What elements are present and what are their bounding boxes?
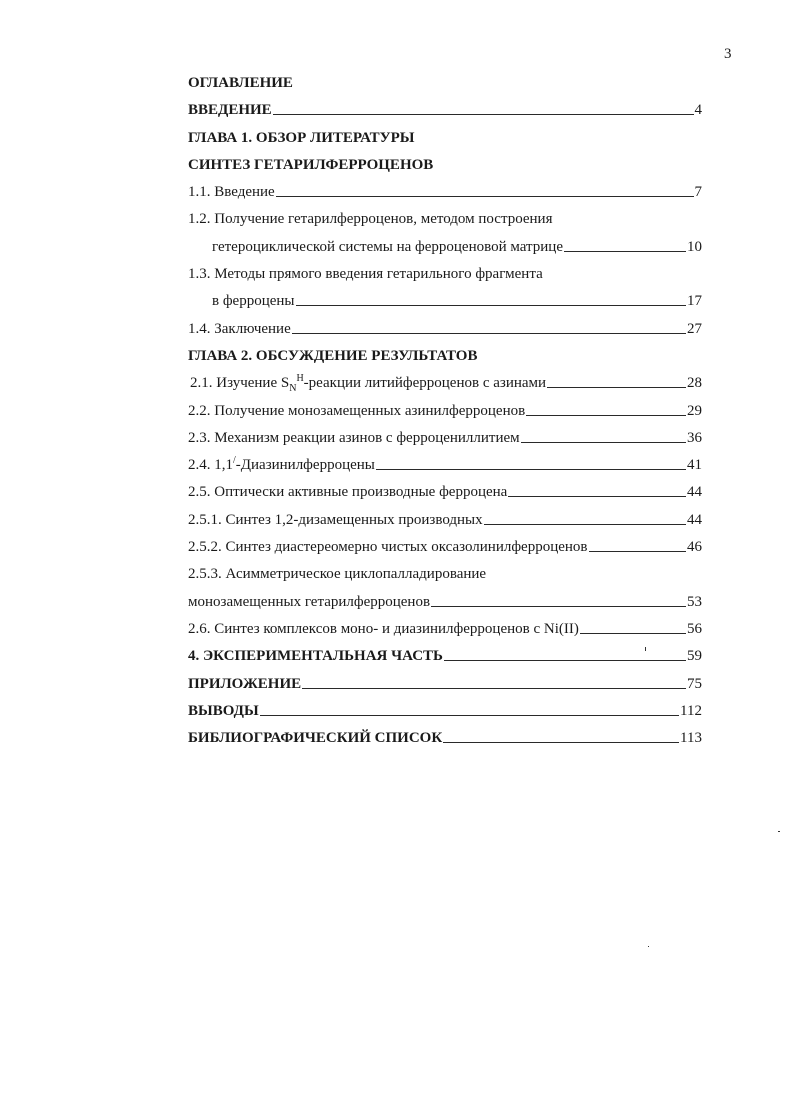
entry-page: 10 (687, 238, 702, 255)
entry-text: 2.5.1. Синтез 1,2-дизамещенных производных (188, 511, 483, 528)
entry-text: 2.5.2. Синтез диастереомерно чистых оксазолинилферроценов (188, 539, 588, 556)
entry-page: 46 (687, 539, 702, 556)
dot-leader (292, 316, 686, 334)
chapter-1-title: ГЛАВА 1. ОБЗОР ЛИТЕРАТУРЫ (188, 129, 415, 146)
entry-text: 2.6. Синтез комплексов моно- и диазинилферроценов с Ni(II) (188, 620, 579, 637)
dot-leader (547, 370, 686, 388)
scan-speck (645, 647, 646, 651)
toc-entry-appendix[interactable] (188, 671, 702, 698)
dot-leader (580, 616, 686, 634)
toc-entry-2-6[interactable] (188, 616, 702, 643)
entry-page: 28 (687, 375, 702, 392)
toc-entry-1-2-cont[interactable] (188, 234, 702, 261)
entry-page: 27 (687, 320, 702, 337)
toc-entry-2-5-1[interactable] (188, 507, 702, 534)
dot-leader (508, 479, 686, 497)
entry-text: 1.1. Введение (188, 184, 275, 201)
entry-text: в ферроцены (212, 293, 295, 310)
toc-entry-1-1[interactable] (188, 179, 702, 206)
toc-entry-2-2[interactable] (188, 398, 702, 425)
entry-page: 75 (687, 675, 702, 692)
scan-speck (648, 946, 649, 947)
toc-entry-1-4[interactable] (188, 316, 702, 343)
dot-leader (589, 534, 686, 552)
chapter-2-title: ГЛАВА 2. ОБСУЖДЕНИЕ РЕЗУЛЬТАТОВ (188, 347, 478, 364)
scan-speck (778, 831, 780, 832)
toc-entry-2-5-3-cont[interactable] (188, 589, 702, 616)
dot-leader (376, 452, 686, 470)
entry-text: 2.2. Получение монозамещенных азинилферроценов (188, 402, 526, 419)
entry-text: 2.4. 1,1/-Диазинилферроцены (188, 455, 375, 474)
toc-entry-2-1[interactable] (188, 370, 702, 397)
entry-text: 1.2. Получение гетарилферроценов, методом построения (188, 211, 553, 228)
entry-text: ПРИЛОЖЕНИЕ (188, 675, 302, 692)
entry-page: 4 (694, 102, 702, 119)
entry-page: 44 (687, 484, 702, 501)
toc-entry-bibliography[interactable] (188, 725, 702, 752)
dot-leader (564, 234, 686, 252)
entry-text: гетероциклической системы на ферроценовой матрице (212, 238, 563, 255)
dot-leader (444, 643, 686, 661)
dot-leader (260, 698, 679, 716)
toc-entry-2-5-3[interactable] (188, 561, 702, 588)
entry-text: 2.3. Механизм реакции азинов с ферроцениллитием (188, 429, 520, 446)
entry-text: 4. ЭКСПЕРИМЕНТАЛЬНАЯ ЧАСТЬ (188, 648, 443, 665)
entry-page: 17 (687, 293, 702, 310)
page-number: 3 (724, 46, 732, 62)
entry-page: 41 (687, 457, 702, 474)
entry-page: 112 (680, 702, 702, 719)
toc-entry-1-2[interactable] (188, 206, 702, 233)
entry-text: БИБЛИОГРАФИЧЕСКИЙ СПИСОК (188, 730, 443, 747)
toc-entry-conclusions[interactable] (188, 698, 702, 725)
dot-leader (484, 507, 686, 525)
dot-leader (302, 671, 686, 689)
entry-text: монозамещенных гетарилферроценов (188, 593, 431, 610)
entry-page: 56 (687, 620, 702, 637)
dot-leader (273, 97, 694, 115)
toc-entry-1-3-cont[interactable] (188, 288, 702, 315)
table-of-contents (188, 70, 702, 752)
entry-text: 2.1. Изучение $S_N^H$-реакции литийферроценов с азинами (190, 373, 547, 395)
toc-entry-2-5[interactable] (188, 479, 702, 506)
toc-heading: ОГЛАВЛЕНИЕ (188, 75, 293, 91)
entry-page: 36 (687, 429, 702, 446)
entry-page: 44 (687, 511, 702, 528)
toc-entry-2-4[interactable] (188, 452, 702, 479)
dot-leader (526, 398, 686, 416)
entry-text: 2.5. Оптически активные производные ферроцена (188, 484, 508, 501)
chapter-1-subtitle: СИНТЕЗ ГЕТАРИЛФЕРРОЦЕНОВ (188, 156, 434, 173)
dot-leader (443, 725, 679, 743)
dot-leader (521, 425, 686, 443)
dot-leader (276, 179, 694, 197)
entry-page: 29 (687, 402, 702, 419)
toc-entry-introduction[interactable] (188, 97, 702, 124)
entry-text: 2.5.3. Асимметрическое циклопалладирование (188, 566, 487, 583)
entry-page: 59 (687, 648, 702, 665)
entry-text: ВВЕДЕНИЕ (188, 102, 272, 119)
toc-entry-experimental[interactable] (188, 643, 702, 670)
entry-page: 7 (694, 184, 702, 201)
toc-entry-1-3[interactable] (188, 261, 702, 288)
entry-page: 53 (687, 593, 702, 610)
entry-page: 113 (680, 730, 702, 747)
dot-leader (431, 589, 686, 607)
dot-leader (296, 288, 687, 306)
entry-text: ВЫВОДЫ (188, 702, 259, 719)
entry-text: 1.4. Заключение (188, 320, 291, 337)
entry-text: 1.3. Методы прямого введения гетарильного фрагмента (188, 266, 543, 283)
toc-entry-2-3[interactable] (188, 425, 702, 452)
toc-entry-2-5-2[interactable] (188, 534, 702, 561)
